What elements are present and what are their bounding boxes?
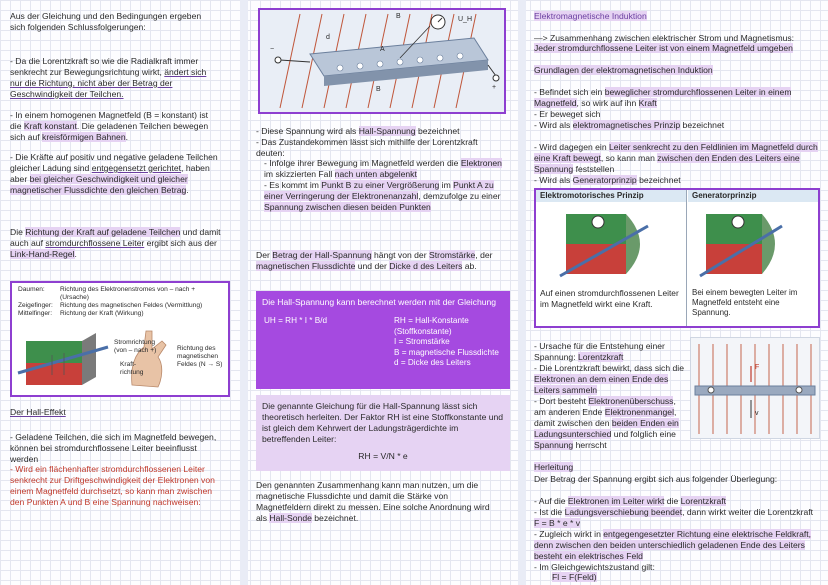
paragraph-intro: Aus der Gleichung und den Bedingungen ergeben sich folgenden Schlussfolgerungen:: [10, 11, 202, 32]
section-title-hall: Der Hall-Effekt: [10, 407, 66, 417]
magnet-north: [26, 341, 82, 363]
label-b-field: B: [396, 13, 401, 20]
derivation-text: Die genannte Gleichung für die Hall-Spannung lässt sich theoretisch herleiten. Der Faktor RH ist eine Stoffkonstante und ist gleich dem Kehrwert der Ladungsträgerdichte im betreffenden Leiter:: [262, 401, 504, 444]
paragraph-hall-sonde: Den genannten Zusammenhang kann man nutzen, um die magnetische Flussdichte und damit die Stärke von Magnetfeldern direkt zu messen. Eine solche Anordnung wird als Hall-Sonde bezeichnet.: [256, 480, 490, 523]
label-feldrichtung: Richtung des magnetischen Feldes (N → S): [177, 345, 223, 368]
paragraph-punkte: - Es kommt im Punkt B zu einer Vergrößerung im Punkt A zu einer Verringerung der Elektronenanzahl, demzufolge zu einer Spannung zwischen diesen beiden Punkten: [264, 180, 501, 212]
paragraph-betrag: Der Betrag der Hall-Spannung hängt von der Stromstärke, der magnetischen Flussdichte und der Dicke d des Leiters ab.: [256, 250, 493, 271]
rule-table: [18, 286, 224, 318]
paragraph-beweglich: - Befindet sich ein beweglicher stromdurchflossenen Leiter in einem Magnetfeld, so wirk auf ihn Kraft: [534, 87, 792, 108]
paragraph-generator: - Wird als Generatorprinzip bezeichnet: [534, 175, 681, 185]
paragraph-jeder-leiter: Jeder stromdurchflossene Leiter ist von einem Magnetfeld umgeben: [534, 43, 793, 53]
paragraph-motor-prinzip: - Wird als elektromagnetisches Prinzip bezeichnet: [534, 120, 725, 130]
rule-row: Daumen: Richtung des Elektronenstromes von – nach + (Ursache): [18, 286, 196, 301]
section-title-herleitung: Herleitung: [534, 462, 574, 472]
paragraph-hall-2: - Wird ein flächenhafter stromdurchflossenen Leiter senkrecht zur Driftgeschwindigkeit der Elektronen von einem Magnetfeld durchsetzt, so kann man zwischen den Punkten A und B eine Spannung nachweisen:: [10, 464, 215, 507]
section-title-grundlagen: Grundlagen der elektromagnetischen Induktion: [534, 65, 713, 75]
voltmeter-icon: [732, 216, 744, 228]
column-3: [534, 0, 820, 585]
paragraph-herleitung-1: - Auf die Elektronen im Leiter wirkt die Lorentzkraft: [534, 496, 727, 506]
magnet-south: [706, 244, 762, 274]
label-stromrichtung: Stromrichtung (von – nach +): [114, 339, 157, 354]
fig-left-title: Elektromotorisches Prinzip: [536, 190, 686, 202]
rule-row: Zeigefinger: Richtung des magnetischen Feldes (Vermittlung): [18, 301, 203, 309]
paragraph-kraefte: - Die Kräfte auf positiv und negative geladene Teilchen gleicher Ladung sind entgegensetzt gerichtet, haben aber bei gleicher Geschwindigkeit und gleicher magnetischer Flussdichte den gleichen Betrag.: [10, 152, 218, 195]
fig-right-caption: Bei einem bewegten Leiter im Magnetfeld entsteht eine Spannung.: [692, 288, 798, 317]
paragraph-zustandekommen: - Das Zustandekommen lässt sich mithilfe der Lorentzkraft deuten:: [256, 137, 478, 158]
paragraph-ablenkung: - Infolge ihrer Bewegung im Magnetfeld werden die Elektronen im skizzierten Fall nach unten abgelenkt: [264, 158, 502, 179]
ammeter-icon: [592, 216, 604, 228]
paragraph-radial: - Da die Lorentzkraft so wie die Radialkraft immer senkrecht zur Bewegungsrichtung wirkt, ändert sich nur die Richtung, nicht aber der Betrag der Geschwindigkeit der Teilchen.: [10, 56, 207, 99]
paragraph-zusammenhang: —> Zusammenhang zwischen elektrischer Strom und Magnetismus:: [534, 33, 795, 43]
column-separator: [518, 0, 526, 585]
paragraph-senkrecht: - Wird dagegen ein Leiter senkrecht zu den Feldlinien im Magnetfeld durch eine Kraft bewegt, so kann man zwischen den Enden des Leiters eine Spannung feststellen: [534, 142, 818, 174]
label-force: F: [755, 364, 760, 371]
derivation-box: [256, 395, 510, 471]
formula-box: [256, 291, 510, 389]
hall-effect-figure: [258, 8, 506, 114]
paragraph-ursache: - Ursache für die Entstehung einer Spannung: Lorentzkraft: [534, 341, 665, 362]
paragraph-bewegt-sich: - Er beweget sich: [534, 109, 601, 119]
paragraph-homogen: - In einem homogenen Magnetfeld (B = konstant) ist die Kraft konstant. Die geladenen Teilchen bewegen sich auf kreisförmigen Bahnen.: [10, 110, 209, 142]
terminal-minus: [275, 57, 281, 63]
formula-table: [262, 316, 502, 369]
formula-gleichgewicht: Fl = F(Feld): [552, 572, 597, 582]
magnet-south: [566, 244, 626, 274]
rule-row: Mittelfinger: Richtung der Kraft (Wirkung): [18, 309, 144, 317]
column-1: [10, 0, 228, 585]
paragraph-hall-spannung: - Diese Spannung wird als Hall-Spannung bezeichnet: [256, 126, 460, 136]
paragraph-herleitung-3: - Zugleich wirkt in entgegengesetzter Richtung eine elektrische Feldkraft, denn zwischen den beiden unterschiedlich geladenen Ende des Leiters besteht ein elektrisches Feld: [534, 529, 812, 561]
label-minus: −: [270, 46, 275, 53]
bar-end-left: [708, 387, 714, 393]
fig-left-caption: Auf einen stromdurchflossenen Leiter im Magnetfeld wirkt eine Kraft.: [540, 288, 679, 309]
formula-main: UH = RH * I * B/d: [264, 316, 328, 325]
magnet-side: [82, 333, 96, 385]
field-lines-illustration: [691, 338, 819, 438]
paragraph-sammeln: - Die Lorentzkraft bewirkt, dass sich die Elektronen an dem einen Ende des Leiters sammeln: [534, 363, 684, 395]
formula-intro: Die Hall-Spannung kann berechnet werden mit der Gleichung: [262, 297, 497, 307]
magnet-south: [26, 363, 82, 385]
label-kraftrichtung: Kraft-richtung: [120, 361, 144, 376]
fig-right-title: Generatorprinzip: [688, 190, 818, 202]
label-velocity: v: [755, 410, 759, 417]
left-hand-rule-figure: [10, 281, 230, 397]
label-point-a: A: [380, 46, 385, 53]
column-separator: [240, 0, 248, 585]
formula-legend: RH = Hall-Konstante (Stoffkonstante) I = Stromstärke B = magnetische Flussdichte d = Dicke des Leiters: [394, 316, 499, 367]
label-d: d: [326, 34, 330, 41]
paragraph-herleitung-4: - Im Gleichgewichtszustand gilt:: [534, 562, 655, 572]
magnet-curve: [626, 214, 640, 274]
motor-generator-figure: [534, 188, 820, 328]
motor-generator-illustration: [536, 204, 818, 284]
label-plus: +: [492, 84, 497, 91]
section-title-induktion: Elektromagnetische Induktion: [534, 11, 647, 21]
paragraph-ueberschuss: - Dort besteht Elektronenüberschuss, am anderen Ende Elektronenmangel, damit zwischen den beiden Enden ein Ladungsunterschied und folglich eine Spannung herrscht: [534, 396, 679, 450]
terminal-plus: [493, 75, 499, 81]
paragraph-hall-1: - Geladene Teilchen, die sich im Magnetfeld bewegen, können bei stromdurchflossene Leiter beeinflusst werden: [10, 432, 217, 464]
hall-plate-illustration: [260, 10, 504, 112]
bar-end-right: [796, 387, 802, 393]
paragraph-herleitung-2: - Ist die Ladungsverschiebung beendet, dann wirkt weiter die Lorentzkraft F = B * e * v: [534, 507, 813, 528]
column-2: [256, 0, 510, 585]
paragraph-herleitung-intro: Der Betrag der Spannung ergibt sich aus folgender Überlegung:: [534, 474, 778, 484]
magnet-curve: [762, 214, 775, 274]
paragraph-richtung: Die Richtung der Kraft auf geladene Teilchen und damit auch auf stromdurchflossene Leiter ergibt sich aus der Link-Hand-Regel.: [10, 227, 221, 259]
label-uh: U_H: [458, 16, 473, 23]
derivation-formula: RH = V/N * e: [358, 451, 408, 461]
field-lines-figure: [690, 337, 820, 439]
label-point-b: B: [376, 86, 381, 93]
